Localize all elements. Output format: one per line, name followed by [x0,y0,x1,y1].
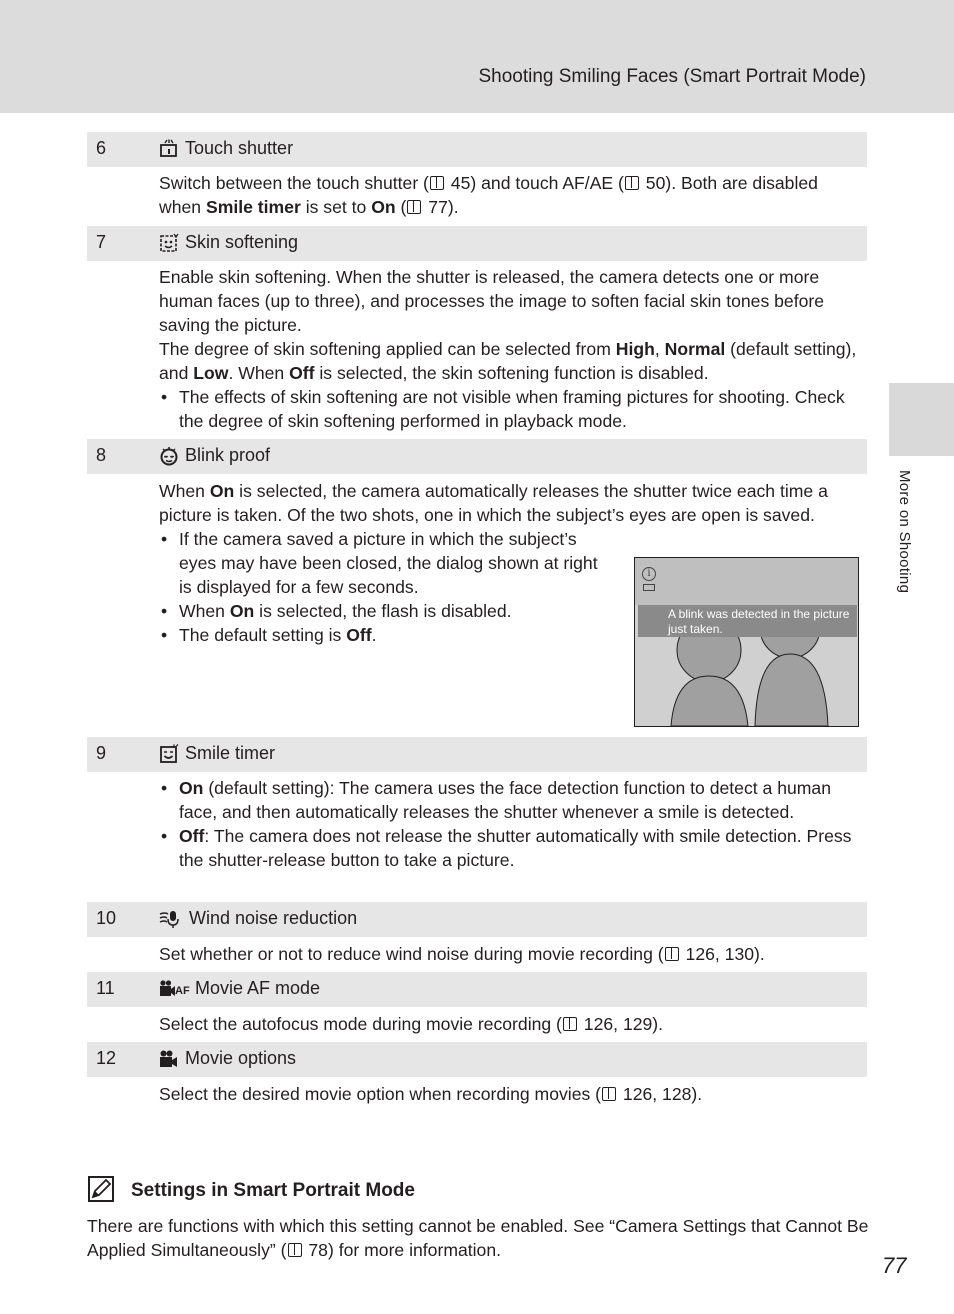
movie-af-icon [159,979,190,999]
note-pencil-icon [88,1176,114,1202]
row-label: Wind noise reduction [189,908,358,928]
row-number: 12 [96,1048,117,1068]
skin-softening-icon [159,233,179,253]
menu-row-smile-timer [87,737,867,772]
wind-noise-icon [159,909,179,929]
reference-icon [665,947,679,961]
reference-icon [602,1087,616,1101]
row-label: Smile timer [185,743,276,763]
row-description-blink-proof: When On is selected, the camera automatically releases the shutter twice each time a picture is taken. Of the two shots, one in which the subject’s eyes are open is saved. • If the camera saved a picture in which the subject’s eyes may have been closed, the dialog shown at right is displayed for a few seconds. • When On is selected, the flash is disabled. • The default setting is Off. [159,479,859,647]
reference-icon [563,1017,577,1031]
bullet-item: • When On is selected, the flash is disabled. [159,599,609,623]
blink-proof-icon [159,446,179,466]
header-band [0,0,954,113]
note-text: There are functions with which this setting cannot be enabled. See “Camera Settings that Cannot Be Applied Simultaneously” ( 78) for more information. [87,1216,869,1260]
section-tab [889,383,954,456]
touch-shutter-icon [159,139,179,159]
row-description-movie-options: Select the desired movie option when recording movies ( 126, 128). [159,1084,703,1104]
menu-row-blink-proof [87,439,867,474]
row-number: 11 [96,978,115,998]
reference-icon [407,200,421,214]
battery-icon [643,584,655,591]
row-label: Movie options [185,1048,297,1068]
row-label: Blink proof [185,445,271,465]
row-number: 9 [96,743,107,763]
page-number: 77 [882,1253,907,1278]
row-number: 6 [96,138,107,158]
bullet-item: • The effects of skin softening are not visible when framing pictures for shooting. Check the degree of skin softening performed in playback mode. [159,385,859,433]
bullet-item: • The default setting is Off. [159,623,609,647]
smile-timer-icon [159,744,179,764]
reference-icon [625,176,639,190]
menu-row-wind-noise-reduction [87,902,867,937]
movie-options-icon [159,1049,179,1069]
blink-warning-message: A blink was detected in the picture just taken. [638,605,857,637]
bullet-item: • Off: The camera does not release the shutter automatically with smile detection. Press the shutter-release button to take a picture. [159,824,859,872]
row-description-smile-timer [159,776,859,872]
bullet-item: • On (default setting): The camera uses the face detection function to detect a human face, and then automatically releases the shutter whenever a smile is detected. [159,776,859,824]
page-header-title: Shooting Smiling Faces (Smart Portrait Mode) [478,66,866,87]
reference-icon [288,1243,302,1257]
svg-text:AF: AF [175,985,190,997]
menu-row-movie-af-mode [87,972,867,1007]
bullet-item: • If the camera saved a picture in which the subject’s eyes may have been closed, the dialog shown at right is displayed for a few seconds. [159,527,609,599]
row-label: Touch shutter [185,138,294,158]
menu-row-movie-options [87,1042,867,1077]
note-title: Settings in Smart Portrait Mode [131,1180,415,1201]
row-description-wind-noise: Set whether or not to reduce wind noise during movie recording ( 126, 130). [159,944,765,964]
menu-row-touch-shutter [87,132,867,167]
menu-row-skin-softening [87,226,867,261]
row-label: Skin softening [185,232,299,252]
row-number: 10 [96,908,117,928]
blink-warning-screen-illustration [634,557,859,727]
row-description-movie-af: Select the autofocus mode during movie recording ( 126, 129). [159,1014,664,1034]
reference-icon [430,176,444,190]
row-description-skin-softening: Enable skin softening. When the shutter is released, the camera detects one or more human faces (up to three), and processes the image to soften facial skin tones before saving the picture. The degree of skin softening applied can be selected from High, Normal (default setting), and Low. When Off is selected, the skin softening function is disabled. • The effects of skin softening are not visible when framing pictures for shooting. Check the degree of skin softening performed in playback mode. [159,265,859,433]
row-number: 7 [96,232,107,252]
screen-status-bar [635,558,858,605]
row-number: 8 [96,445,107,465]
section-tab-label: More on Shooting [896,470,913,594]
info-icon: i [642,567,656,581]
row-label: Movie AF mode [195,978,321,998]
row-description-touch-shutter: Switch between the touch shutter ( 45) and touch AF/AE ( 50). Both are disabled when Smile timer is set to On ( 77). [159,173,818,217]
